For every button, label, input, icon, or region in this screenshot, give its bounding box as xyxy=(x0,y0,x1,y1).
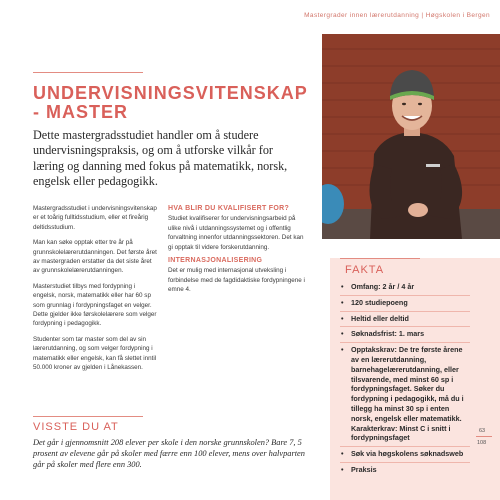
visste-title: VISSTE DU AT xyxy=(33,421,119,433)
qualification-text: Studiet kvalifiserer for undervisningsarbeid på ulike nivå i utdanningssystemet og i offentlig forvaltning innenfor utdanningssektoren. Det kan gi opptak til videre forskerutdanning. xyxy=(168,215,304,251)
body-column-1 xyxy=(33,204,158,379)
page-number-divider xyxy=(476,436,492,437)
fakta-item: • Heltid eller deltid xyxy=(340,312,470,328)
fakta-rule xyxy=(340,258,420,259)
internationalization-text: Det er mulig med internasjonal utveksling i forbindelse med de fagdidaktiske fordypningene i emne 4. xyxy=(168,267,305,294)
page-title-line1: UNDERVISNINGSVITENSKAP xyxy=(33,83,308,103)
running-header: Mastergrader innen lærerutdanning | Høgskolen i Bergen xyxy=(304,12,490,19)
body-paragraph: Mastergradsstudiet i undervisningsvitenskap er et toårig fulltidsstudium, eller et fireårig deltidsstudium. xyxy=(33,205,157,231)
body-paragraph: Masterstudiet tilbys med fordypning i engelsk, norsk, matematikk eller har 60 sp som grunnlag i fordypningsfaget en velger. Dette gjelder ikke førskolelærere som velger fordypning i pedagogikk. xyxy=(33,282,157,328)
page-title xyxy=(33,84,308,122)
fakta-title: FAKTA xyxy=(345,264,385,276)
fakta-item: • Søk via høgskolens søknadsweb xyxy=(340,447,470,463)
visste-text: Det går i gjennomsnitt 208 elever per skole i den norske grunnskolen? Bare 7, 5 prosent av elevene går på skoler med færre enn 100 elever, mens over halvparten går på skoler med flere enn 300. xyxy=(33,438,305,469)
body-paragraph: Man kan søke opptak etter tre år på grunnskolelærerutdanningen. Det første året av mastergraden erstatter da det siste året av grunnskolelærerutdanningen. xyxy=(33,239,157,275)
title-rule xyxy=(33,72,143,73)
fakta-item: • Opptakskrav: De tre første årene av en lærerutdanning, barnehagelærerutdanning, eller tilsvarende, med minst 60 sp i fordypningsfaget. Søker du fordypning i pedagogikk, må du i tillegg ha minst 30 sp i enten norsk, engelsk eller matematikk. Karakterkrav: Minst C i snitt i fordypningsfaget xyxy=(340,343,470,447)
fakta-item: • Omfang: 2 år / 4 år xyxy=(340,280,470,296)
qualification-heading: HVA BLIR DU KVALIFISERT FOR? xyxy=(168,205,290,212)
body-column-2 xyxy=(168,204,308,299)
fakta-item: • Praksis xyxy=(340,463,470,478)
internationalization-heading: INTERNASJONALISERING xyxy=(168,257,263,265)
fakta-item: • Søknadsfrist: 1. mars xyxy=(340,327,470,343)
fakta-list xyxy=(340,280,470,478)
fakta-item: • 120 studiepoeng xyxy=(340,296,470,312)
visste-rule xyxy=(33,416,143,417)
lead-paragraph: Dette mastergradsstudiet handler om å studere undervisningspraksis, og om å utforske vilkår for læring og danning med fokus på matematikk, norsk, engelsk eller pedagogikk. xyxy=(33,128,288,189)
page-number-top: 63 xyxy=(479,428,486,434)
body-paragraph: Studenter som tar master som del av sin lærerutdanning, og som velger fordypning i matematikk eller engelsk, kan få slettet inntil 50.000 kroner av gjelden i Lånekassen. xyxy=(33,335,157,372)
page-number-bottom: 108 xyxy=(477,440,487,446)
page-title-line2: - MASTER xyxy=(33,102,128,122)
student-photo xyxy=(322,34,500,239)
